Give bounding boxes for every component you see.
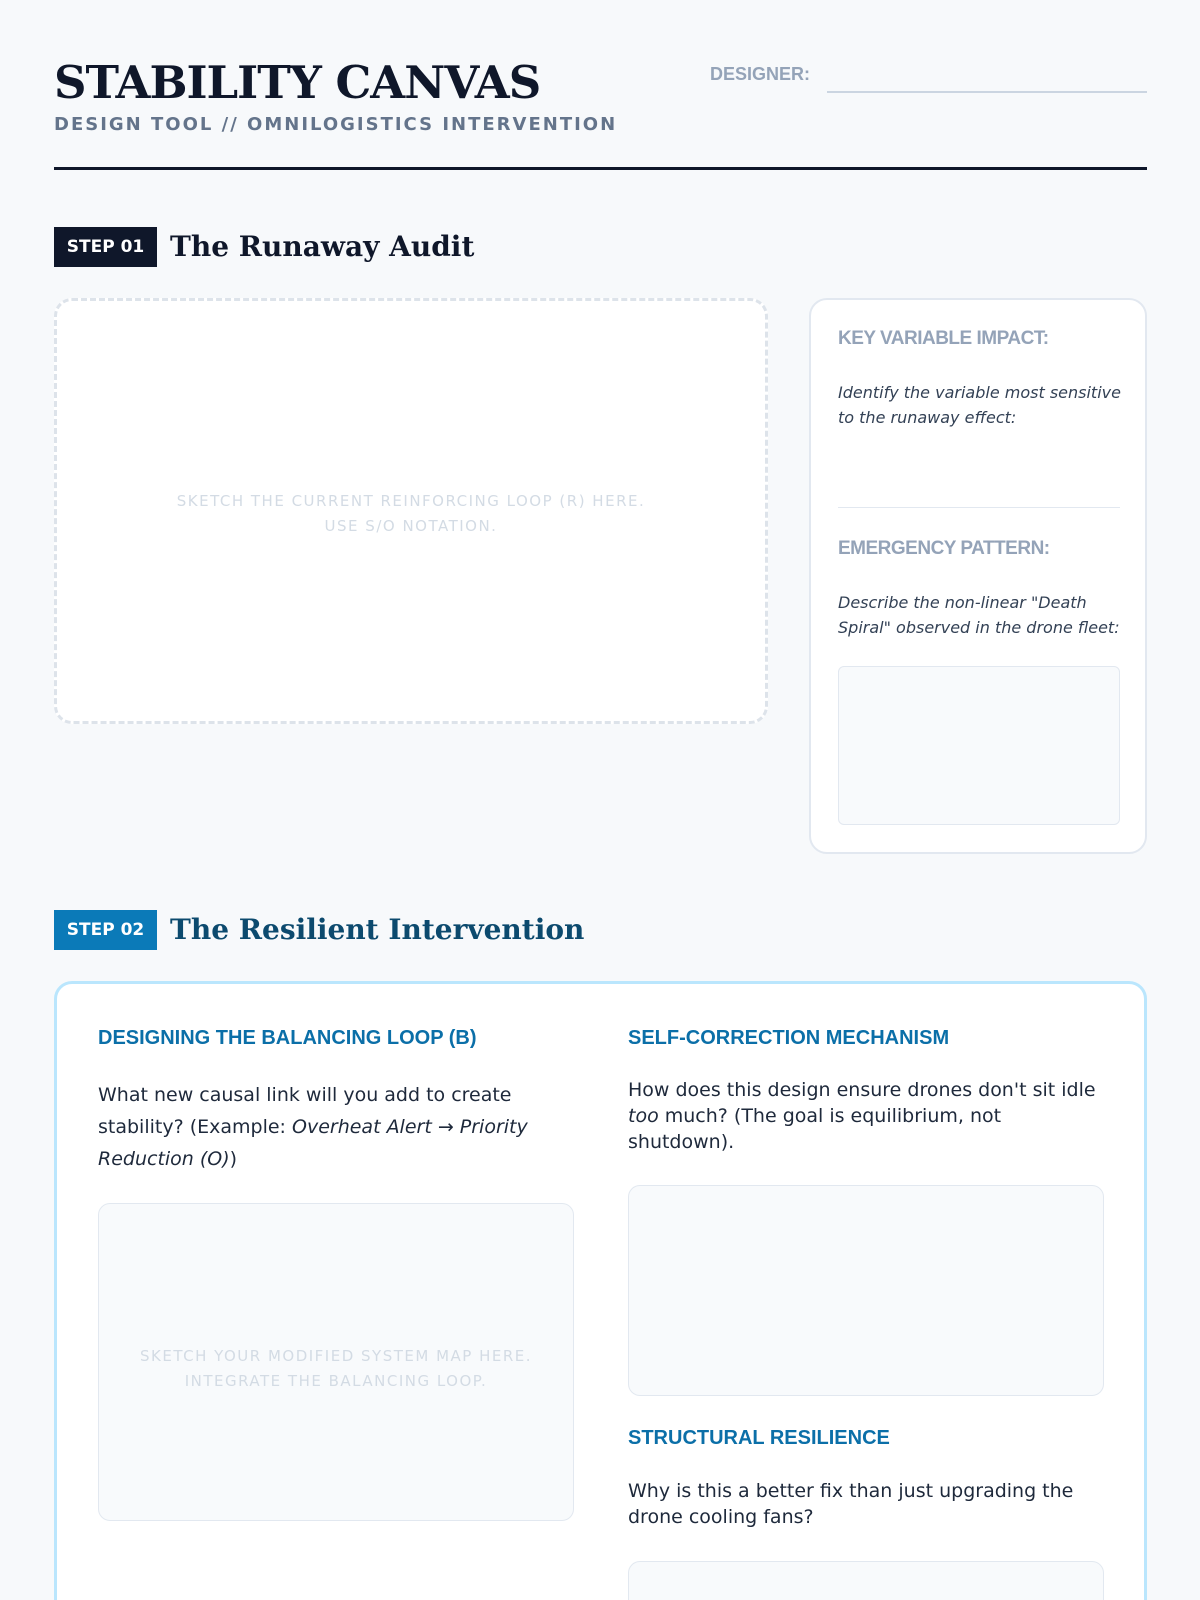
page-title: STABILITY CANVAS: [54, 56, 541, 109]
balancing-prompt-text: What new causal link will you add to create stability? (Example:: [98, 1084, 512, 1138]
page-header: [54, 58, 1147, 170]
self-correction-prompt: [628, 1077, 1108, 1155]
step-01-badge: STEP 01: [54, 227, 157, 267]
sketch-hint-line-2: USE S/O NOTATION.: [324, 517, 498, 535]
emergency-pattern-heading: EMERGENCY PATTERN:: [838, 538, 1050, 559]
modified-sketch-hint-line-1: SKETCH YOUR MODIFIED SYSTEM MAP HERE.: [139, 1347, 533, 1365]
structural-resilience-answer-area[interactable]: [628, 1561, 1104, 1600]
self-correction-heading: SELF-CORRECTION MECHANISM: [628, 1027, 950, 1049]
balancing-prompt-end: ): [229, 1148, 238, 1170]
modified-system-sketch-area[interactable]: [98, 1203, 574, 1521]
intervention-card: [54, 981, 1147, 1600]
structural-resilience-prompt: Why is this a better fix than just upgrading the drone cooling fans?: [628, 1480, 1074, 1528]
stability-canvas-page: [54, 0, 1147, 1600]
analysis-side-card: [809, 298, 1147, 854]
step-01-title: The Runaway Audit: [170, 230, 475, 263]
self-correction-prompt-end: much? (The goal is equilibrium, not shutdown).: [628, 1105, 1002, 1153]
balancing-loop-heading: DESIGNING THE BALANCING LOOP (B): [98, 1027, 477, 1049]
emergency-pattern-answer-area[interactable]: [838, 666, 1120, 825]
designer-input-line[interactable]: [827, 91, 1147, 93]
self-correction-answer-area[interactable]: [628, 1185, 1104, 1396]
balancing-prompt-example: Overheat Alert → Priority Reduction (O): [98, 1116, 528, 1170]
self-correction-prompt-start: How does this design ensure drones don't sit idle: [628, 1079, 1096, 1101]
sketch-hint-line-1: SKETCH THE CURRENT REINFORCING LOOP (R) HERE.: [176, 492, 646, 510]
reinforcing-loop-sketch-area[interactable]: [54, 298, 768, 724]
key-variable-heading: KEY VARIABLE IMPACT:: [838, 328, 1049, 349]
modified-sketch-hint-line-2: INTEGRATE THE BALANCING LOOP.: [184, 1372, 488, 1390]
self-correction-prompt-em: too: [628, 1105, 659, 1127]
side-divider: [838, 507, 1120, 508]
balancing-loop-prompt: [98, 1079, 558, 1175]
key-variable-prompt: Identify the variable most sensitive to the runaway effect:: [838, 383, 1121, 427]
sketch-hint: [57, 489, 765, 539]
designer-label: DESIGNER:: [710, 64, 811, 84]
page-subtitle: DESIGN TOOL // OMNILOGISTICS INTERVENTION: [54, 114, 618, 135]
structural-resilience-heading: STRUCTURAL RESILIENCE: [628, 1427, 890, 1449]
modified-system-sketch-hint: [99, 1344, 573, 1394]
step-02-title: The Resilient Intervention: [170, 913, 585, 946]
emergency-pattern-prompt: Describe the non-linear "Death Spiral" observed in the drone fleet:: [838, 593, 1120, 637]
step-02-badge: STEP 02: [54, 910, 157, 950]
